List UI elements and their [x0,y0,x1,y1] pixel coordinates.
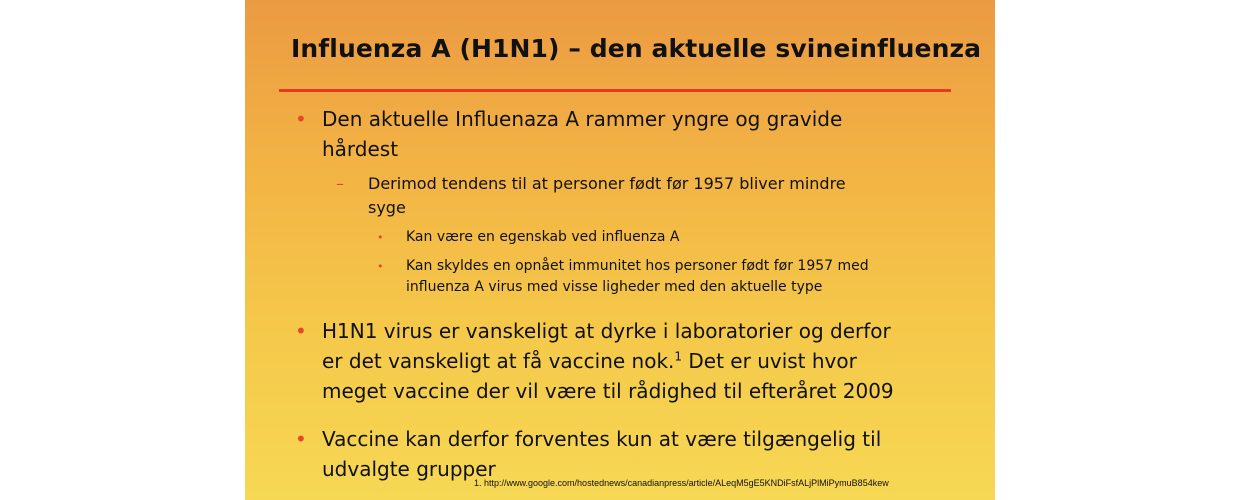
bullet-marker: • [377,231,384,244]
bullet-3-line-1: Vaccine kan derfor forventes kun at være tilgængelig til [322,427,882,451]
bullet-2-line-1: H1N1 virus er vanskeligt at dyrke i laboratorier og derfor [322,319,891,343]
bullet-2-text [322,316,894,406]
subsub-bullet-2-line-2: influenza A virus med visse ligheder med den aktuelle type [406,279,823,295]
slide [245,0,995,500]
footnote-ref: 1 [674,349,683,364]
bullet-3-line-2: udvalgte grupper [322,457,496,481]
dash-marker: – [336,174,344,193]
slide-title: Influenza A (H1N1) – den aktuelle svineinfluenza [291,34,982,63]
subsub-bullet-2-line-1: Kan skyldes en opnået immunitet hos personer født før 1957 med [406,258,869,274]
bullet-2-line-3: meget vaccine der vil være til rådighed til efteråret 2009 [322,379,894,403]
title-underline [279,89,951,92]
sub-bullet-line-2: syge [368,198,406,217]
bullet-2-line-2 [322,346,894,376]
bullet-1-text [322,104,842,164]
sub-bullet-text [368,172,846,220]
bullet-marker: • [295,427,307,451]
bullet-marker: • [377,260,384,273]
sub-bullet-line-1: Derimod tendens til at personer født før 1957 bliver mindre [368,174,846,193]
subsub-bullet-2-text [406,256,869,298]
bullet-marker: • [295,319,307,343]
bullet-2-line-2-b: Det er uvist hvor [682,349,857,373]
bullet-1-line-2: hårdest [322,137,399,161]
bullet-2-line-2-a: er det vanskeligt at få vaccine nok. [322,349,675,373]
subsub-bullet-1-text: Kan være en egenskab ved influenza A [406,229,680,245]
bullet-1-line-1: Den aktuelle Influenaza A rammer yngre og gravide [322,107,843,131]
bullet-marker: • [295,107,307,131]
bullet-3-text [322,424,881,484]
footnote: 1. http://www.google.com/hostednews/canadianpress/article/ALeqM5gE5KNDiFsfALjPlMiPymuB854kew [474,478,889,488]
